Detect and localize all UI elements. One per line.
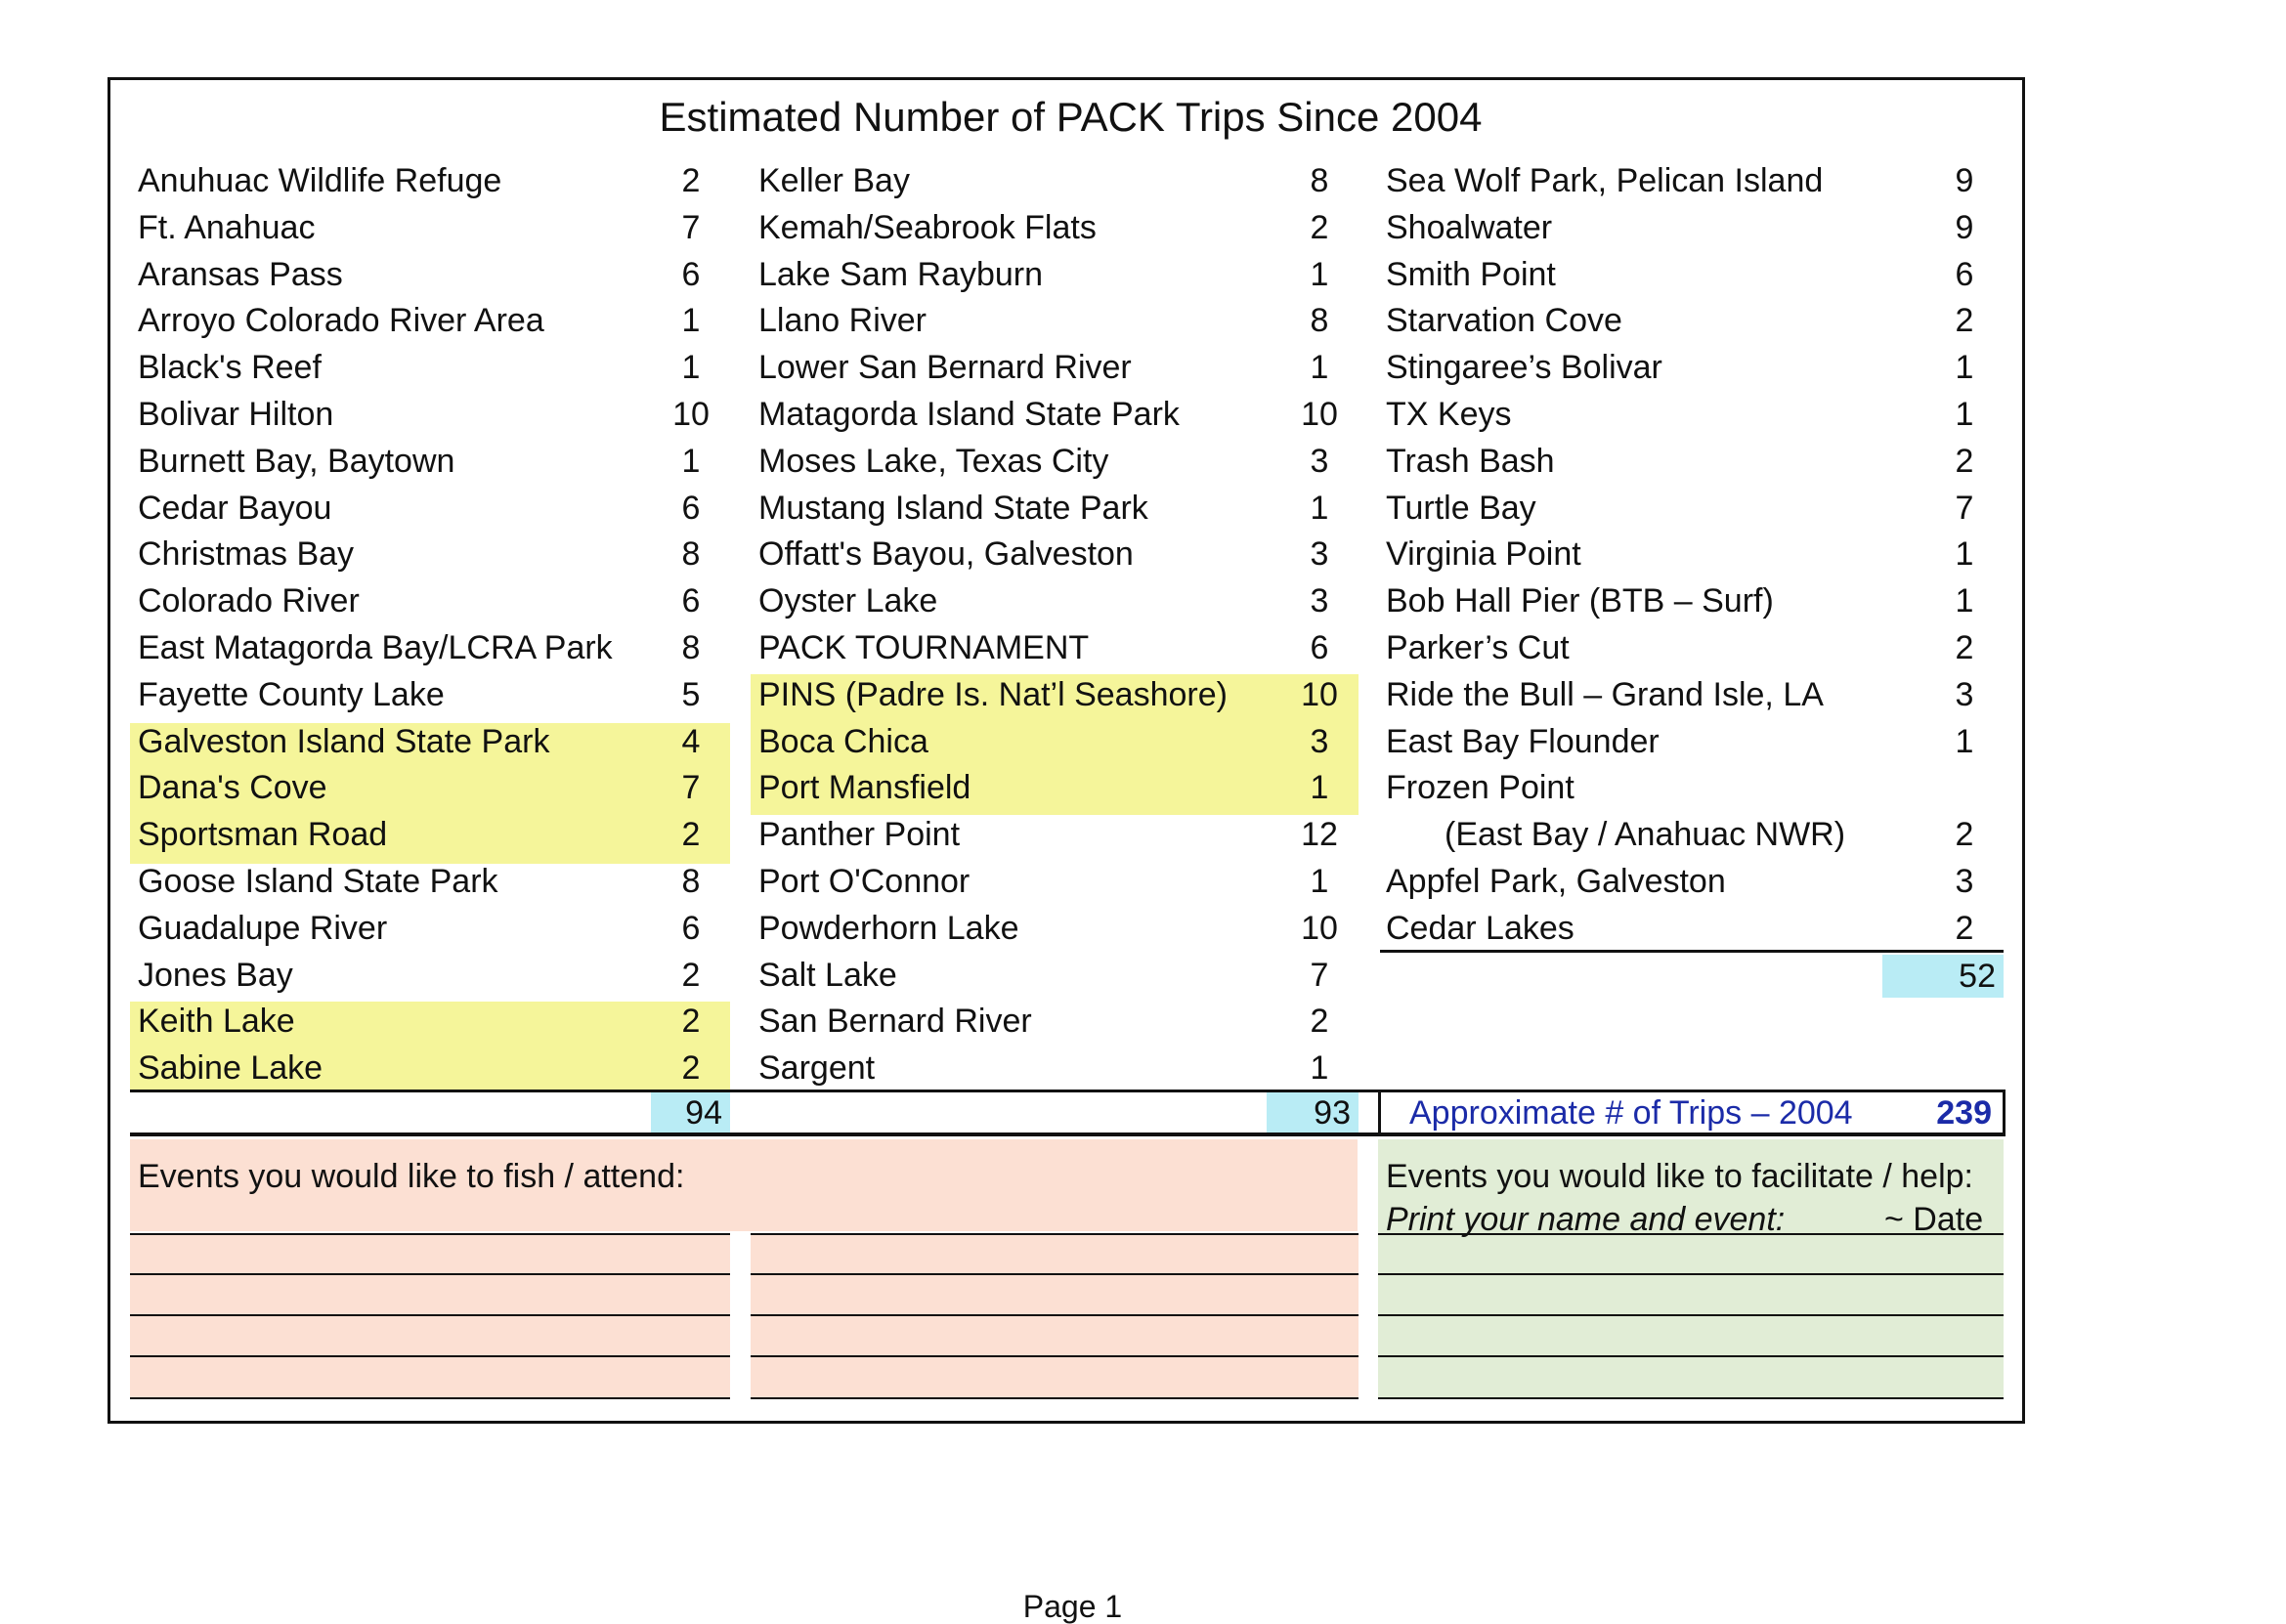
trip-count: 7 <box>681 769 701 806</box>
trip-count: 2 <box>1955 910 1974 947</box>
list-item <box>130 346 730 389</box>
list-item <box>751 860 1359 903</box>
list-item <box>751 533 1359 576</box>
list-item <box>1378 766 2004 809</box>
location-name: Offatt's Bayou, Galveston <box>758 535 1134 573</box>
trip-count: 6 <box>681 910 701 947</box>
location-name: Virginia Point <box>1386 535 1581 573</box>
list-item <box>130 626 730 669</box>
trip-count: 1 <box>1955 349 1974 386</box>
write-in-line[interactable] <box>1378 1314 2004 1316</box>
list-item <box>751 954 1359 997</box>
trip-count: 7 <box>1955 490 1974 527</box>
list-item <box>751 159 1359 202</box>
trip-count: 1 <box>1310 1049 1329 1087</box>
trip-count: 6 <box>1310 629 1329 666</box>
location-name: Arroyo Colorado River Area <box>138 302 544 339</box>
write-in-line[interactable] <box>130 1355 730 1357</box>
grand-total-value: 239 <box>1936 1094 1992 1132</box>
list-item <box>130 1047 730 1090</box>
trip-count: 2 <box>1955 629 1974 666</box>
write-in-line[interactable] <box>1378 1273 2004 1275</box>
column-2-total: 93 <box>1267 1091 1359 1134</box>
list-item <box>751 393 1359 436</box>
column-3-total-rule <box>1380 950 2004 953</box>
list-item <box>751 253 1359 296</box>
list-item <box>1378 579 2004 622</box>
trip-count: 6 <box>681 582 701 620</box>
list-item <box>130 954 730 997</box>
location-name: Salt Lake <box>758 957 897 994</box>
location-name: Sargent <box>758 1049 876 1087</box>
location-name: TX Keys <box>1386 396 1512 433</box>
trip-count: 3 <box>1310 723 1329 760</box>
trip-count: 2 <box>681 1049 701 1087</box>
location-name: Cedar Bayou <box>138 490 332 527</box>
location-name: Smith Point <box>1386 256 1556 293</box>
list-item <box>1378 440 2004 483</box>
list-item <box>751 766 1359 809</box>
trip-count: 3 <box>1955 863 1974 900</box>
list-item <box>1378 673 2004 716</box>
list-item <box>1378 299 2004 342</box>
trip-count: 10 <box>1301 676 1338 713</box>
trip-count: 2 <box>681 162 701 199</box>
location-name: Panther Point <box>758 816 961 853</box>
write-in-line[interactable] <box>751 1355 1359 1357</box>
column-3-total: 52 <box>1882 955 2004 998</box>
location-name: Mustang Island State Park <box>758 490 1148 527</box>
title-text: Estimated Number of PACK Trips Since 2004 <box>659 94 1483 140</box>
location-name: Trash Bash <box>1386 443 1555 480</box>
location-name: Bob Hall Pier (BTB – Surf) <box>1386 582 1774 620</box>
trip-count: 8 <box>1310 302 1329 339</box>
list-item <box>751 1047 1359 1090</box>
list-item <box>1378 813 2004 856</box>
list-item <box>1378 206 2004 249</box>
location-name: PACK TOURNAMENT <box>758 629 1090 666</box>
list-item <box>130 299 730 342</box>
write-in-line[interactable] <box>1378 1233 2004 1235</box>
location-name: Sea Wolf Park, Pelican Island <box>1386 162 1824 199</box>
list-item <box>1378 860 2004 903</box>
list-item <box>130 393 730 436</box>
list-item <box>751 813 1359 856</box>
location-name: Oyster Lake <box>758 582 938 620</box>
list-item <box>130 1000 730 1043</box>
trip-count: 1 <box>1955 535 1974 573</box>
location-name: Port Mansfield <box>758 769 971 806</box>
trip-count: 3 <box>1955 676 1974 713</box>
location-name: Appfel Park, Galveston <box>1386 863 1726 900</box>
location-name: Black's Reef <box>138 349 322 386</box>
trip-count: 2 <box>1955 443 1974 480</box>
list-item <box>751 673 1359 716</box>
grand-total-label: Approximate # of Trips – 2004 <box>1409 1094 1853 1132</box>
trip-count: 2 <box>1955 816 1974 853</box>
trip-count: 1 <box>1310 490 1329 527</box>
location-name: (East Bay / Anahuac NWR) <box>1445 816 1846 853</box>
location-name: PINS (Padre Is. Nat’l Seashore) <box>758 676 1228 713</box>
trip-count: 1 <box>1310 769 1329 806</box>
write-in-line[interactable] <box>751 1233 1359 1235</box>
list-item <box>1378 346 2004 389</box>
trip-count: 10 <box>672 396 710 433</box>
location-name: Boca Chica <box>758 723 928 760</box>
list-item <box>130 487 730 530</box>
trip-count: 12 <box>1301 816 1338 853</box>
location-name: Bolivar Hilton <box>138 396 334 433</box>
write-in-line[interactable] <box>1378 1397 2004 1399</box>
location-name: East Bay Flounder <box>1386 723 1660 760</box>
list-item <box>1378 533 2004 576</box>
trip-count: 1 <box>1310 863 1329 900</box>
location-name: Jones Bay <box>138 957 293 994</box>
list-item <box>130 860 730 903</box>
location-name: Sportsman Road <box>138 816 388 853</box>
list-item <box>751 346 1359 389</box>
write-in-line[interactable] <box>130 1233 730 1235</box>
trip-count: 2 <box>1310 209 1329 246</box>
trip-count: 9 <box>1955 162 1974 199</box>
location-name: Christmas Bay <box>138 535 355 573</box>
list-item <box>130 579 730 622</box>
list-item <box>751 626 1359 669</box>
location-name: Lower San Bernard River <box>758 349 1132 386</box>
list-item <box>1378 626 2004 669</box>
location-name: Colorado River <box>138 582 360 620</box>
trip-count: 8 <box>681 629 701 666</box>
list-item <box>130 673 730 716</box>
list-item <box>1378 907 2004 950</box>
location-name: Matagorda Island State Park <box>758 396 1180 433</box>
list-item <box>751 440 1359 483</box>
location-name: San Bernard River <box>758 1003 1032 1040</box>
location-name: Fayette County Lake <box>138 676 445 713</box>
list-item <box>1378 253 2004 296</box>
list-item <box>130 720 730 763</box>
location-name: Keller Bay <box>758 162 910 199</box>
trip-count: 8 <box>681 863 701 900</box>
list-item <box>130 813 730 856</box>
list-item <box>1378 393 2004 436</box>
trip-count: 1 <box>1955 396 1974 433</box>
location-name: Keith Lake <box>138 1003 295 1040</box>
list-item <box>1378 720 2004 763</box>
location-name: Starvation Cove <box>1386 302 1622 339</box>
location-name: Galveston Island State Park <box>138 723 550 760</box>
page-title <box>0 94 2286 141</box>
trip-count: 1 <box>1955 582 1974 620</box>
trip-count: 2 <box>1955 302 1974 339</box>
location-name: Sabine Lake <box>138 1049 323 1087</box>
location-name: Lake Sam Rayburn <box>758 256 1044 293</box>
list-item <box>751 299 1359 342</box>
list-item <box>751 1000 1359 1043</box>
location-name: Aransas Pass <box>138 256 343 293</box>
location-name: Goose Island State Park <box>138 863 498 900</box>
trip-count: 4 <box>681 723 701 760</box>
write-in-line[interactable] <box>751 1273 1359 1275</box>
help-events-subheading: Print your name and event: <box>1386 1201 1786 1238</box>
location-name: Burnett Bay, Baytown <box>138 443 455 480</box>
write-in-line[interactable] <box>1378 1355 2004 1357</box>
trip-count: 1 <box>681 349 701 386</box>
fish-events-lines-bg-right <box>751 1235 1359 1399</box>
location-name: Cedar Lakes <box>1386 910 1574 947</box>
list-item <box>130 907 730 950</box>
trip-count: 2 <box>681 957 701 994</box>
location-name: Shoalwater <box>1386 209 1553 246</box>
list-item <box>130 159 730 202</box>
location-name: Anuhuac Wildlife Refuge <box>138 162 502 199</box>
location-name: Stingaree’s Bolivar <box>1386 349 1662 386</box>
trip-count: 6 <box>1955 256 1974 293</box>
help-events-heading: Events you would like to facilitate / help: <box>1386 1158 1973 1195</box>
trip-count: 6 <box>681 256 701 293</box>
trip-count: 1 <box>681 302 701 339</box>
fish-events-lines-bg-left <box>130 1235 730 1399</box>
location-name: Dana's Cove <box>138 769 327 806</box>
list-item <box>751 579 1359 622</box>
trip-count: 10 <box>1301 910 1338 947</box>
write-in-line[interactable] <box>751 1397 1359 1399</box>
trip-count: 2 <box>681 816 701 853</box>
list-item <box>130 766 730 809</box>
location-name: Port O'Connor <box>758 863 970 900</box>
trip-count: 3 <box>1310 535 1329 573</box>
list-item <box>751 907 1359 950</box>
trip-count: 5 <box>681 676 701 713</box>
write-in-line[interactable] <box>751 1314 1359 1316</box>
trip-count: 1 <box>1955 723 1974 760</box>
help-events-date-label: ~ Date <box>1884 1201 1984 1238</box>
trip-count: 8 <box>1310 162 1329 199</box>
trip-count: 7 <box>1310 957 1329 994</box>
write-in-line[interactable] <box>130 1273 730 1275</box>
location-name: East Matagorda Bay/LCRA Park <box>138 629 613 666</box>
trip-count: 2 <box>681 1003 701 1040</box>
trip-count: 1 <box>681 443 701 480</box>
fish-events-heading: Events you would like to fish / attend: <box>138 1158 685 1195</box>
column-1-total: 94 <box>651 1091 730 1134</box>
trip-count: 1 <box>1310 256 1329 293</box>
location-name: Powderhorn Lake <box>758 910 1019 947</box>
write-in-line[interactable] <box>130 1314 730 1316</box>
list-item <box>130 533 730 576</box>
trip-count: 10 <box>1301 396 1338 433</box>
list-item <box>130 206 730 249</box>
location-name: Llano River <box>758 302 927 339</box>
list-item <box>751 720 1359 763</box>
list-item <box>751 206 1359 249</box>
location-name: Frozen Point <box>1386 769 1574 806</box>
location-name: Turtle Bay <box>1386 490 1536 527</box>
trip-count: 2 <box>1310 1003 1329 1040</box>
trip-count: 1 <box>1310 349 1329 386</box>
location-name: Ft. Anahuac <box>138 209 316 246</box>
list-item <box>1378 487 2004 530</box>
page-number: Page 1 <box>1022 1589 1123 1624</box>
grand-total-row <box>1378 1091 2004 1134</box>
location-name: Kemah/Seabrook Flats <box>758 209 1097 246</box>
list-item <box>130 253 730 296</box>
trip-count: 6 <box>681 490 701 527</box>
trip-count: 3 <box>1310 443 1329 480</box>
list-item <box>130 440 730 483</box>
trip-count: 9 <box>1955 209 1974 246</box>
location-name: Moses Lake, Texas City <box>758 443 1109 480</box>
list-item <box>1378 159 2004 202</box>
trip-count: 3 <box>1310 582 1329 620</box>
list-item <box>751 487 1359 530</box>
location-name: Guadalupe River <box>138 910 388 947</box>
trip-count: 8 <box>681 535 701 573</box>
write-in-line[interactable] <box>130 1397 730 1399</box>
trip-count: 7 <box>681 209 701 246</box>
location-name: Ride the Bull – Grand Isle, LA <box>1386 676 1824 713</box>
location-name: Parker’s Cut <box>1386 629 1570 666</box>
